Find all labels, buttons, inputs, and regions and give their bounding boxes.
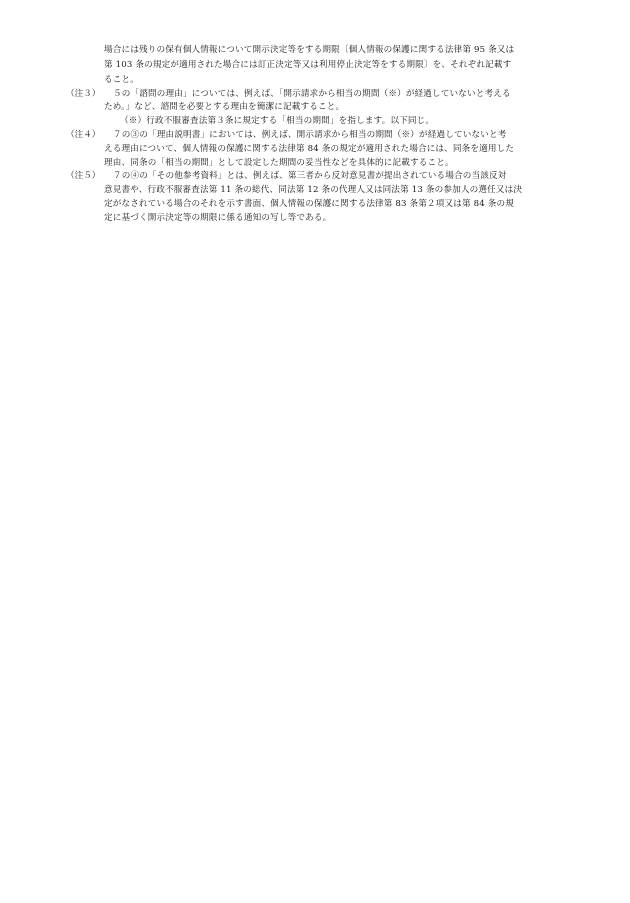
note-4-line-2: える理由について、個人情報の保護に関する法律第 84 条の規定が適用された場合には、同条を適用した xyxy=(104,144,515,154)
note-4-line-1: ７の③の「理由説明書」においては、例えば、開示請求から相当の期間（※）が経過していないと考 xyxy=(113,130,507,140)
note-5-line-1: ７の④の「その他参考資料」とは、例えば、第三者から反対意見書が提出されている場合の当該反対 xyxy=(113,171,507,181)
note-3-line-2: ため。」など、諮問を必要とする理由を簡潔に記載すること。 xyxy=(104,102,345,112)
continuation-line-1: 場合には残りの保有個人情報について開示決定等をする期限〔個人情報の保護に関する法律第 95 条又は xyxy=(104,45,515,55)
note-3-footnote: （※）行政不服審査法第３条に規定する「相当の期間」を指します。以下同じ。 xyxy=(120,116,435,126)
note-5-label: （注５） xyxy=(66,171,101,181)
note-4-label: （注４） xyxy=(66,130,101,140)
note-5-line-3: 定がなされている場合のそれを示す書面、個人情報の保護に関する法律第 83 条第２項又は第 84 条の規 xyxy=(104,199,514,209)
note-5-line-2: 意見書や、行政不服審査法第 11 条の総代、同法第 12 条の代理人又は同法第 13 条の参加人の選任又は決 xyxy=(104,185,523,195)
note-3-line-1: ５の「諮問の理由」については、例えば、「開示請求から相当の期間（※）が経過していないと考える xyxy=(113,89,511,99)
note-4-line-3: 理由、同条の「相当の期間」として設定した期間の妥当性などを具体的に記載すること。 xyxy=(104,158,454,168)
note-3-label: （注３） xyxy=(66,89,101,99)
continuation-line-3: ること。 xyxy=(104,75,139,85)
note-5-line-4: 定に基づく開示決定等の期限に係る通知の写し等である。 xyxy=(104,213,332,223)
continuation-line-2: 第 103 条の規定が適用された場合には訂正決定等又は利用停止決定等をする期限〕を、それぞれ記載す xyxy=(104,60,512,70)
